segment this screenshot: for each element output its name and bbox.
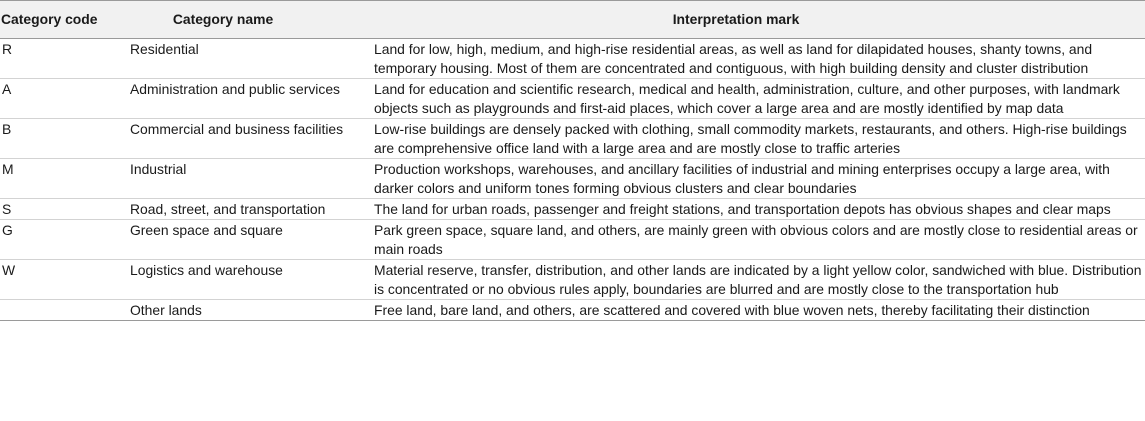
header-category-code: Category code <box>1 11 98 27</box>
cell-interpretation-mark: Low-rise buildings are densely packed with clothing, small commodity markets, restaurants, and others. High-rise buildings are comprehensive office land with a large area and are mostly close to traffic arteries <box>374 121 1127 156</box>
table-row <box>0 220 1145 260</box>
cell-category-code: S <box>2 201 12 217</box>
cell-category-name: Road, street, and transportation <box>130 201 326 217</box>
cell-category-name: Commercial and business facilities <box>130 121 344 137</box>
cell-category-code: B <box>2 121 12 137</box>
table-row <box>0 300 1145 321</box>
table-row <box>0 199 1145 220</box>
cell-category-name: Other lands <box>130 302 202 318</box>
cell-category-name: Industrial <box>130 161 187 177</box>
cell-category-name: Residential <box>130 41 199 57</box>
table-row <box>0 260 1145 300</box>
cell-interpretation-mark: Material reserve, transfer, distribution, and other lands are indicated by a light yellow color, sandwiched with blue. Distribution is concentrated or no obvious rules apply, boundaries are blurred and are mostly close to the transportation hub <box>374 262 1142 297</box>
cell-category-code: W <box>2 262 16 278</box>
cell-interpretation-mark: Production workshops, warehouses, and ancillary facilities of industrial and mining enterprises occupy a large area, with darker colors and uniform tones forming obvious clusters and clear boundaries <box>374 161 1110 196</box>
table-header <box>0 1 1145 39</box>
cell-category-name: Green space and square <box>130 222 283 238</box>
header-category-name: Category name <box>172 11 274 27</box>
cell-category-code: M <box>2 161 14 177</box>
header-interpretation-mark: Interpretation mark <box>672 11 800 27</box>
cell-category-code: G <box>2 222 13 238</box>
cell-category-code: R <box>2 41 13 57</box>
cell-interpretation-mark: Free land, bare land, and others, are scattered and covered with blue woven nets, thereby facilitating their distinction <box>374 302 1090 318</box>
cell-interpretation-mark: Land for education and scientific research, medical and health, administration, culture, and other purposes, with landmark objects such as playgrounds and first-aid places, which cover a large area and are mostly identified by map data <box>374 81 1120 116</box>
cell-category-code: A <box>2 81 12 97</box>
header-row <box>0 1 1145 39</box>
cell-category-code <box>0 300 124 321</box>
cell-interpretation-mark: Park green space, square land, and others, are mainly green with obvious colors and are mostly close to residential areas or main roads <box>374 222 1138 257</box>
table-body <box>0 39 1145 321</box>
table-row <box>0 39 1145 79</box>
table-row <box>0 159 1145 199</box>
table-row <box>0 119 1145 159</box>
cell-category-name: Logistics and warehouse <box>130 262 283 278</box>
cell-interpretation-mark: Land for low, high, medium, and high-rise residential areas, as well as land for dilapidated houses, shanty towns, and temporary housing. Most of them are concentrated and contiguous, with high building density and cluster distribution <box>374 41 1093 76</box>
cell-interpretation-mark: The land for urban roads, passenger and freight stations, and transportation depots has obvious shapes and clear maps <box>374 201 1111 217</box>
table-row <box>0 79 1145 119</box>
cell-category-name: Administration and public services <box>130 81 341 97</box>
